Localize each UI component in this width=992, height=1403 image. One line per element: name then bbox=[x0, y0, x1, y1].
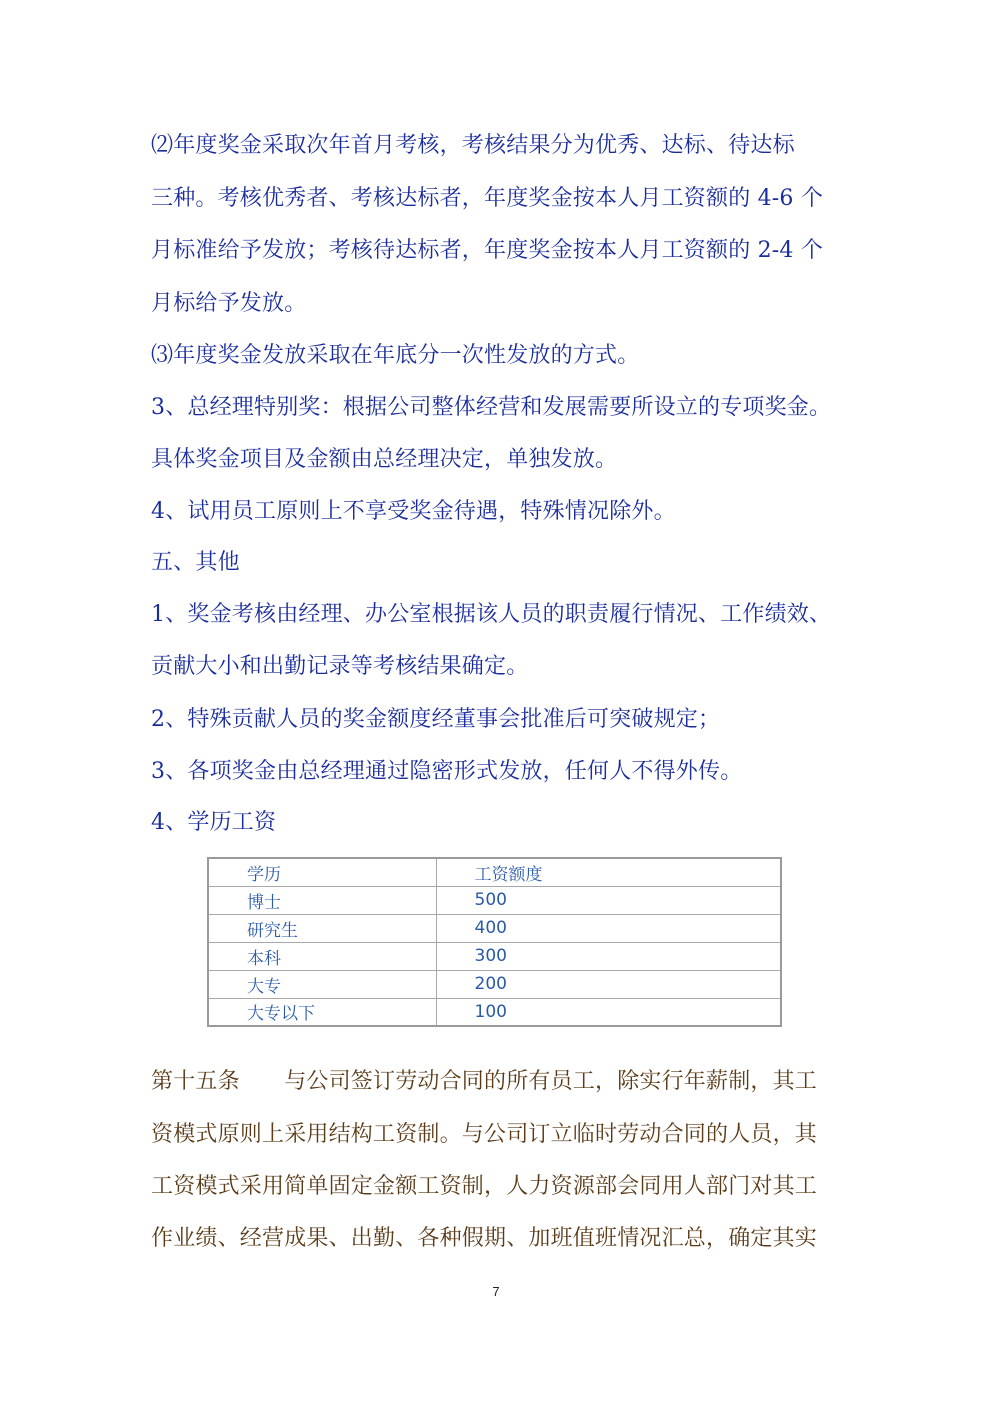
table-row bbox=[208, 970, 781, 998]
section-heading: 五、其他 bbox=[151, 550, 240, 575]
table-cell: 大专以下 bbox=[208, 998, 436, 1026]
paragraph-line: 工资模式采用简单固定金额工资制，人力资源部会同用人部门对其工 bbox=[151, 1174, 818, 1199]
table-cell: 500 bbox=[436, 886, 781, 914]
paragraph-line: 3、各项奖金由总经理通过隐密形式发放，任何人不得外传。 bbox=[151, 759, 743, 784]
education-salary-table bbox=[207, 857, 782, 1027]
table-row bbox=[208, 942, 781, 970]
paragraph-line: 作业绩、经营成果、出勤、各种假期、加班值班情况汇总，确定其实 bbox=[151, 1226, 818, 1251]
paragraph-line: 具体奖金项目及金额由总经理决定，单独发放。 bbox=[151, 447, 618, 472]
table-row bbox=[208, 886, 781, 914]
paragraph-line: ⑶年度奖金发放采取在年底分一次性发放的方式。 bbox=[151, 343, 640, 368]
table-cell: 400 bbox=[436, 914, 781, 942]
paragraph-line: 1、奖金考核由经理、办公室根据该人员的职责履行情况、工作绩效、 bbox=[151, 602, 832, 627]
paragraph-line: 4、试用员工原则上不享受奖金待遇，特殊情况除外。 bbox=[151, 499, 676, 524]
table-header-cell: 学历 bbox=[208, 858, 436, 886]
table-cell: 300 bbox=[436, 942, 781, 970]
paragraph-line: 3、总经理特别奖：根据公司整体经营和发展需要所设立的专项奖金。 bbox=[151, 395, 832, 420]
paragraph-line: 2、特殊贡献人员的奖金额度经董事会批准后可突破规定； bbox=[151, 707, 721, 732]
table-cell: 200 bbox=[436, 970, 781, 998]
paragraph-line: ⑵年度奖金采取次年首月考核，考核结果分为优秀、达标、待达标 bbox=[151, 133, 795, 158]
paragraph-line: 月标给予发放。 bbox=[151, 291, 307, 316]
table-cell: 本科 bbox=[208, 942, 436, 970]
table-cell: 研究生 bbox=[208, 914, 436, 942]
table-header-cell: 工资额度 bbox=[436, 858, 781, 886]
table-row bbox=[208, 914, 781, 942]
table-cell: 博士 bbox=[208, 886, 436, 914]
paragraph-line: 月标准给予发放；考核待达标者，年度奖金按本人月工资额的 2-4 个 bbox=[151, 238, 824, 263]
paragraph-line: 资模式原则上采用结构工资制。与公司订立临时劳动合同的人员，其 bbox=[151, 1122, 818, 1147]
table-header-row bbox=[208, 858, 781, 886]
paragraph-line: 4、学历工资 bbox=[151, 810, 277, 835]
table-cell: 100 bbox=[436, 998, 781, 1026]
paragraph-line: 三种。考核优秀者、考核达标者，年度奖金按本人月工资额的 4-6 个 bbox=[151, 186, 824, 211]
page-number: 7 bbox=[492, 1284, 500, 1299]
table-cell: 大专 bbox=[208, 970, 436, 998]
table-row bbox=[208, 998, 781, 1026]
paragraph-line: 第十五条 与公司签订劳动合同的所有员工，除实行年薪制，其工 bbox=[151, 1069, 818, 1094]
paragraph-line: 贡献大小和出勤记录等考核结果确定。 bbox=[151, 654, 529, 679]
